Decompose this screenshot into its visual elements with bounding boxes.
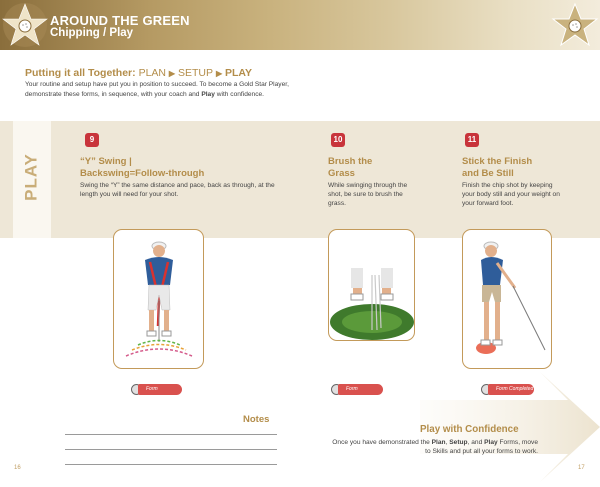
step-number-badge: 11 [465,133,479,147]
step-number-badge: 10 [331,133,345,147]
gold-star-logo-icon [551,1,599,49]
note-line[interactable] [65,434,277,435]
confidence-text: Once you have demonstrated the Plan, Setup, and Play Forms, move to Skills and put all your forms to work. [332,439,538,455]
step-title: Brush the Grass [328,156,373,179]
page-number-right: 17 [578,465,585,471]
notes-title: Notes [243,414,270,425]
step-description: Swing the “Y” the same distance and pace, back as through, at the length you will need for your shot. [80,182,275,198]
photo-card [113,229,204,369]
golfer-y-swing-photo [114,230,204,369]
section-label [16,150,48,205]
photo-card [328,229,415,341]
form-completed-tag: Form Completed [138,384,182,395]
form-completed-tag: Form Completed [488,384,534,395]
header-subtitle: Chipping / Play [50,27,134,39]
photo-card [462,229,552,369]
page-number-left: 16 [14,465,21,471]
note-line[interactable] [65,464,277,465]
step-description: Finish the chip shot by keeping your body still and your weight on your forward foot. [462,182,560,207]
page-header [0,0,600,50]
svg-text:PLAY: PLAY [21,153,41,201]
step-number-badge: 9 [85,133,99,147]
intro-text: Your routine and setup have put you in position to succeed. To become a Gold Star Player, demonstrate these forms, in sequence, with your coach and Play with confidence. [25,81,289,98]
step-title: “Y” Swing | Backswing=Follow-through [80,156,205,179]
note-line[interactable] [65,449,277,450]
header-title: AROUND THE GREEN [50,13,190,28]
intro-title: Putting it all Together: PLAN ▶ SETUP ▶ PLAY [25,67,253,79]
confidence-title: Play with Confidence [420,424,519,435]
step-description: While swinging through the shot, be sure to brush the grass. [328,182,408,207]
gold-star-logo-icon [1,1,49,49]
brush-grass-photo [329,230,415,341]
form-completed-tag: Form Completed [338,384,383,395]
step-title: Stick the Finish and Be Still [462,156,533,179]
stick-finish-photo [463,230,552,369]
